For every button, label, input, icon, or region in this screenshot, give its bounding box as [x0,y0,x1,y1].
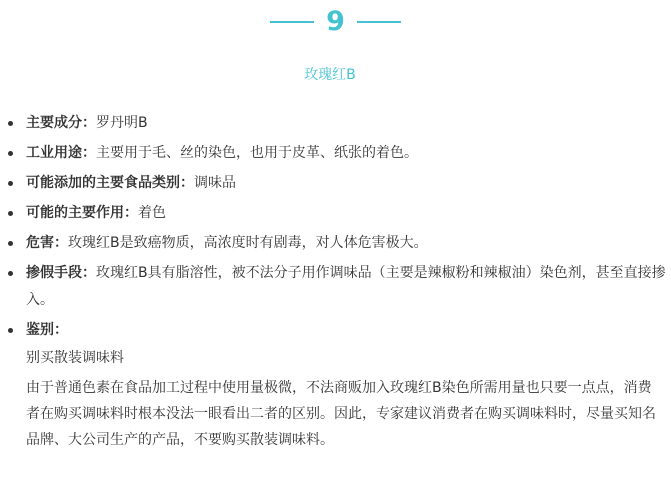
item-label: 鉴别： [26,322,68,338]
section-header [0,6,671,38]
list-item [26,200,666,227]
right-divider-line [357,21,401,23]
list-item [26,317,666,344]
list-item [26,260,666,314]
item-text: 主要用于毛、丝的染色，也用于皮革、纸张的着色。 [96,145,418,161]
item-text: 玫瑰红B是致癌物质，高浓度时有剧毒，对人体危害极大。 [68,235,428,251]
identify-body: 由于普通色素在食品加工过程中使用量极微，不法商贩加入玫瑰红B染色所需用量也只要一点点，消费者在购买调味料时根本没法一眼看出二者的区别。因此，专家建议消费者在购买调味料时，尽量买知名品牌、大公司生产的产品，不要购买散装调味料。 [26,380,656,448]
identify-heading: 别买散装调味料 [26,350,124,366]
list-item [26,140,666,167]
item-text: 调味品 [194,175,236,191]
item-text: 着色 [138,205,166,221]
item-label: 掺假手段： [26,265,96,281]
item-label: 主要成分： [26,115,96,131]
section-number: 9 [326,6,345,37]
item-label: 可能添加的主要食品类别： [26,175,194,191]
item-text: 罗丹明B [96,115,148,131]
item-text: 玫瑰红B具有脂溶性，被不法分子用作调味品（主要是辣椒粉和辣椒油）染色剂，甚至直接掺入。 [26,265,666,308]
item-label: 可能的主要作用： [26,205,138,221]
info-list [0,110,666,347]
list-item [26,110,666,137]
section-subtitle: 玫瑰红B [304,67,356,83]
item-label: 工业用途： [26,145,96,161]
list-item [26,170,666,197]
item-label: 危害： [26,235,68,251]
list-item [26,230,666,257]
left-divider-line [270,21,314,23]
